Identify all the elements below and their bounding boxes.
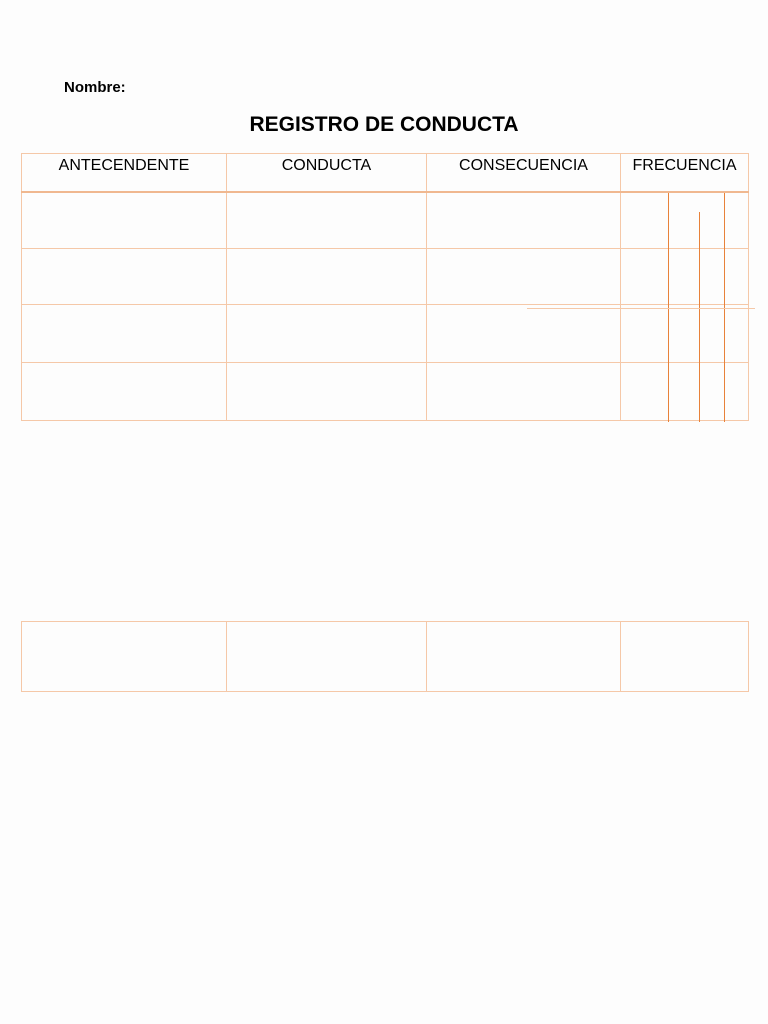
table-header-row xyxy=(22,154,749,193)
table-cell[interactable] xyxy=(621,305,749,363)
behavior-record-table-extra xyxy=(21,621,749,692)
table-row xyxy=(22,363,749,421)
page-title: REGISTRO DE CONDUCTA xyxy=(249,113,519,136)
divider-line xyxy=(527,308,755,309)
table-cell[interactable] xyxy=(227,622,427,692)
column-header-frequency: FRECUENCIA xyxy=(621,154,749,193)
table-row xyxy=(22,249,749,305)
table-row xyxy=(22,622,749,692)
table-cell[interactable] xyxy=(427,249,621,305)
table-cell[interactable] xyxy=(22,305,227,363)
column-header-behavior: CONDUCTA xyxy=(227,154,427,193)
table-cell[interactable] xyxy=(621,363,749,421)
behavior-record-table xyxy=(21,153,749,421)
column-header-consequence: CONSECUENCIA xyxy=(427,154,621,193)
table-cell[interactable] xyxy=(427,622,621,692)
frequency-divider-line xyxy=(699,212,700,422)
table-cell[interactable] xyxy=(621,249,749,305)
table-cell[interactable] xyxy=(227,192,427,249)
table-cell[interactable] xyxy=(621,622,749,692)
table-row xyxy=(22,192,749,249)
table-cell[interactable] xyxy=(22,363,227,421)
table-cell[interactable] xyxy=(427,192,621,249)
table-cell[interactable] xyxy=(22,622,227,692)
table-cell[interactable] xyxy=(427,305,621,363)
table-cell[interactable] xyxy=(227,363,427,421)
column-header-antecedent: ANTECENDENTE xyxy=(22,154,227,193)
name-label: Nombre: xyxy=(64,79,126,96)
table-cell[interactable] xyxy=(621,192,749,249)
table-cell[interactable] xyxy=(227,305,427,363)
table-cell[interactable] xyxy=(427,363,621,421)
table-cell[interactable] xyxy=(22,249,227,305)
table-cell[interactable] xyxy=(22,192,227,249)
table-row xyxy=(22,305,749,363)
table-cell[interactable] xyxy=(227,249,427,305)
